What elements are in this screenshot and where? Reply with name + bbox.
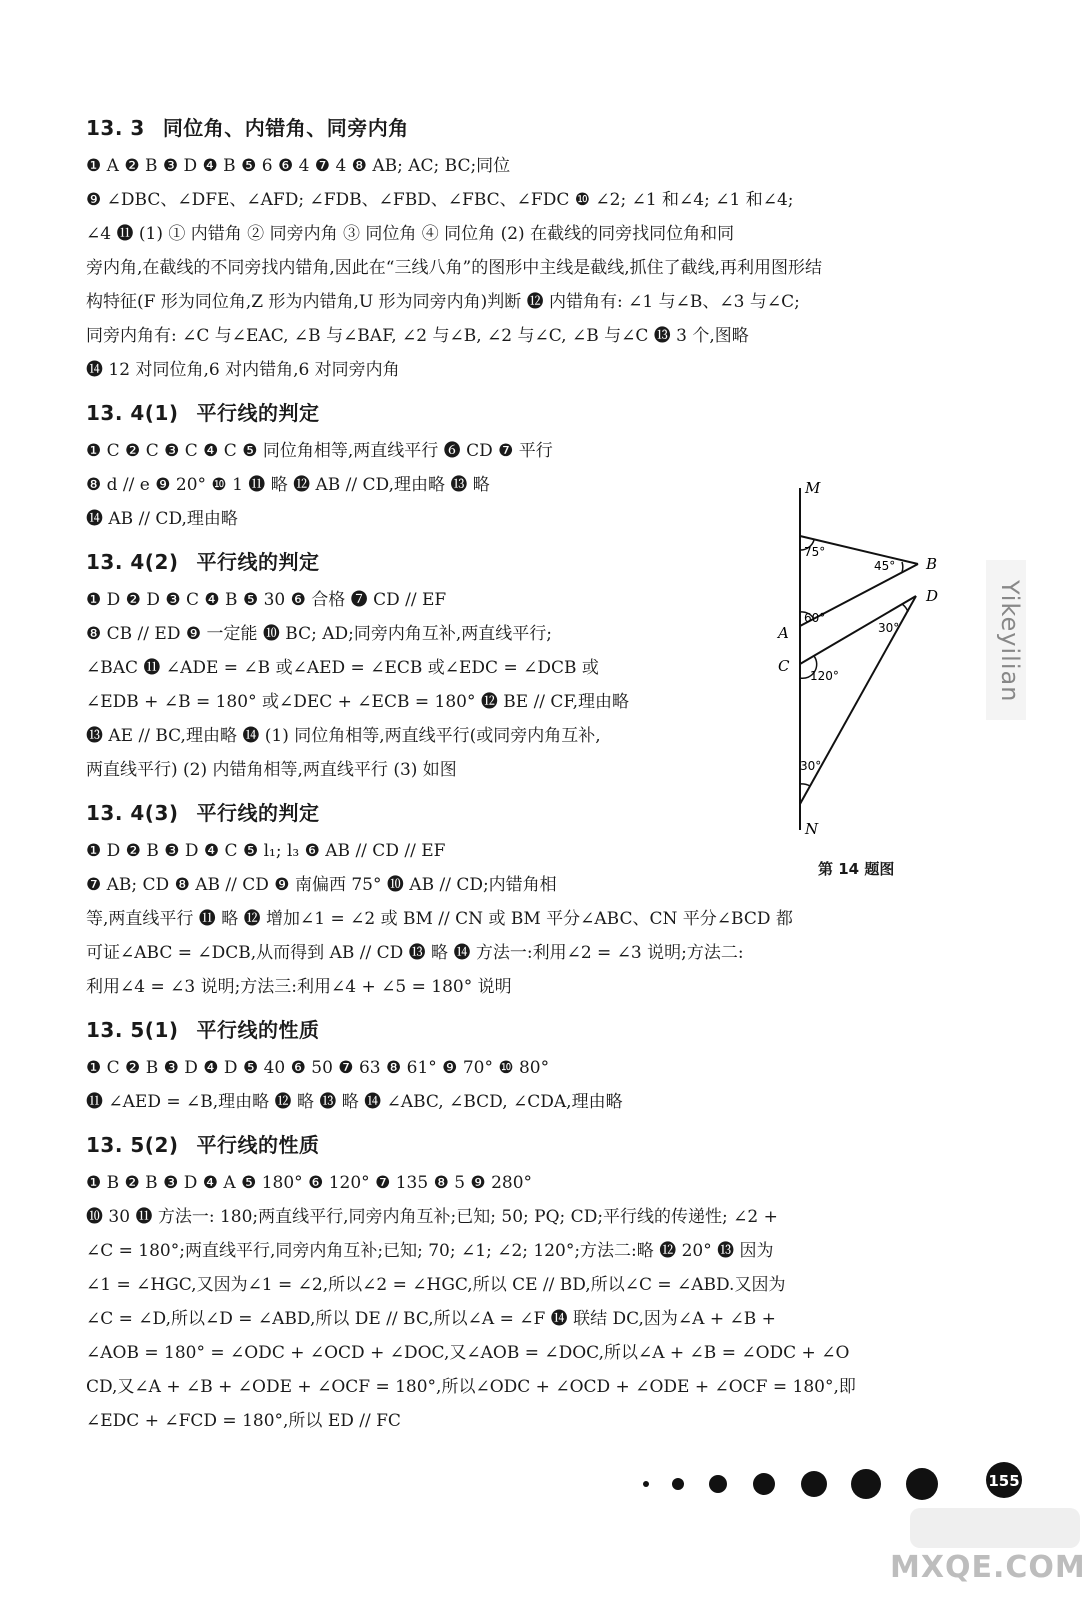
label-n: N [805, 820, 819, 838]
answer-line: ❶ C ❷ B ❸ D ❹ D ❺ 40 ❻ 50 ❼ 63 ❽ 61° ❾ 70° ❿ 80° [86, 1058, 550, 1078]
dot [643, 1481, 649, 1487]
section-13-3 [86, 112, 966, 387]
section-number: 13. 3 [86, 116, 145, 140]
answer-line: ∠EDC + ∠FCD = 180°,所以 ED // FC [86, 1411, 401, 1431]
angle-75-label: 75° [804, 545, 826, 559]
section-title [86, 1129, 966, 1158]
section-number: 13. 4(1) [86, 401, 179, 425]
answer-line: 两直线平行) (2) 内错角相等,两直线平行 (3) 如图 [86, 760, 457, 780]
angle-45-label: 45° [874, 559, 896, 573]
dot [753, 1473, 775, 1495]
answer-line: ❿ 30 ⓫ 方法一: 180;两直线平行,同旁内角互补;已知; 50; PQ; CD;平行线的传递性; ∠2 + [86, 1207, 778, 1227]
section-13-4-2 [86, 546, 776, 787]
answer-line: 同旁内角有: ∠C 与∠EAC, ∠B 与∠BAF, ∠2 与∠B, ∠2 与∠C, ∠B 与∠C ⓭ 3 个,图略 [86, 326, 749, 346]
label-d: D [926, 587, 939, 605]
answer-line: ∠4 ⓫ (1) ① 内错角 ② 同旁内角 ③ 同位角 ④ 同位角 (2) 在截线的同旁找同位角和同 [86, 224, 735, 244]
section-name: 平行线的判定 [196, 550, 320, 574]
dot [851, 1469, 881, 1499]
section-number: 13. 5(2) [86, 1133, 179, 1157]
dot [672, 1478, 684, 1490]
answer-line: 利用∠4 = ∠3 说明;方法三:利用∠4 + ∠5 = 180° 说明 [86, 977, 512, 997]
answer-line: ❾ ∠DBC、∠DFE、∠AFD; ∠FDB、∠FBD、∠FBC、∠FDC ❿ ∠2; ∠1 和∠4; ∠1 和∠4; [86, 190, 794, 210]
section-title [86, 1014, 966, 1043]
answer-line: ⓮ 12 对同位角,6 对内错角,6 对同旁内角 [86, 360, 400, 380]
answer-line: ∠C = ∠D,所以∠D = ∠ABD,所以 DE // BC,所以∠A = ∠F ⓮ 联结 DC,因为∠A + ∠B + [86, 1309, 776, 1329]
section-number: 13. 4(2) [86, 550, 179, 574]
label-a: A [778, 624, 789, 642]
angle-60-label: 60° [804, 611, 826, 625]
section-title [86, 397, 776, 426]
label-b: B [926, 555, 938, 573]
arc-45 [902, 562, 903, 572]
answer-line: ❶ C ❷ C ❸ C ❹ C ❺ 同位角相等,两直线平行 ❻ CD ❼ 平行 [86, 441, 553, 461]
section-title [86, 112, 966, 141]
label-m: M [805, 479, 821, 497]
section-name: 平行线的性质 [196, 1133, 320, 1157]
answer-line: ❶ B ❷ B ❸ D ❹ A ❺ 180° ❻ 120° ❼ 135 ❽ 5 ❾ 280° [86, 1173, 533, 1193]
answer-line: 构特征(F 形为同位角,Z 形为内错角,U 形为同旁内角)判断 ⓬ 内错角有: ∠1 与∠B、∠3 与∠C; [86, 292, 800, 312]
section-13-5-2 [86, 1129, 966, 1438]
answer-line: ∠AOB = 180° = ∠ODC + ∠OCD + ∠DOC,又∠AOB = ∠DOC,所以∠A + ∠B = ∠ODC + ∠O [86, 1343, 850, 1363]
angle-30-bottom-label: 30° [800, 759, 822, 773]
geometry-figure [778, 478, 950, 898]
side-brand-text: Yikeyilian [996, 580, 1024, 703]
section-number: 13. 4(3) [86, 801, 179, 825]
label-c: C [778, 657, 790, 675]
watermark-text: MXQE.COM [890, 1550, 1086, 1585]
answer-line: ❶ D ❷ B ❸ D ❹ C ❺ l₁; l₃ ❻ AB // CD // EF [86, 841, 446, 861]
answer-line: ❶ A ❷ B ❸ D ❹ B ❺ 6 ❻ 4 ❼ 4 ❽ AB; AC; BC;同位 [86, 156, 511, 176]
answer-line: 旁内角,在截线的不同旁找内错角,因此在“三线八角”的图形中主线是截线,抓住了截线,再利用图形结 [86, 258, 822, 278]
section-name: 同位角、内错角、同旁内角 [162, 116, 409, 140]
answer-line: ∠C = 180°;两直线平行,同旁内角互补;已知; 70; ∠1; ∠2; 120°;方法二:略 ⓬ 20° ⓭ 因为 [86, 1241, 774, 1261]
section-13-4-1 [86, 397, 776, 536]
answer-line: ❶ D ❷ D ❸ C ❹ B ❺ 30 ❻ 合格 ❼ CD // EF [86, 590, 447, 610]
arc-30-top [902, 604, 908, 612]
arc-30-bottom [800, 784, 810, 786]
section-title [86, 546, 776, 575]
dot [801, 1471, 827, 1497]
section-name: 平行线的判定 [196, 801, 320, 825]
section-name: 平行线的性质 [196, 1018, 320, 1042]
page-number-badge [980, 1460, 1028, 1500]
answer-line: ⓭ AE // BC,理由略 ⓮ (1) 同位角相等,两直线平行(或同旁内角互补, [86, 726, 601, 746]
angle-120-label: 120° [810, 669, 839, 683]
answer-line: ❼ AB; CD ❽ AB // CD ❾ 南偏西 75° ❿ AB // CD;内错角相 [86, 875, 557, 895]
section-13-5-1 [86, 1014, 966, 1119]
section-number: 13. 5(1) [86, 1018, 179, 1042]
answer-line: 等,两直线平行 ⓫ 略 ⓬ 增加∠1 = ∠2 或 BM // CN 或 BM 平分∠ABC、CN 平分∠BCD 都 [86, 909, 793, 929]
answer-line: ∠EDB + ∠B = 180° 或∠DEC + ∠ECB = 180° ⓬ BE // CF,理由略 [86, 692, 629, 712]
answer-line: ⓫ ∠AED = ∠B,理由略 ⓬ 略 ⓭ 略 ⓮ ∠ABC, ∠BCD, ∠CDA,理由略 [86, 1092, 623, 1112]
dot [709, 1475, 727, 1493]
figure-caption: 第 14 题图 [818, 860, 895, 878]
answer-line: 可证∠ABC = ∠DCB,从而得到 AB // CD ⓭ 略 ⓮ 方法一:利用∠2 = ∠3 说明;方法二: [86, 943, 744, 963]
answer-line: ∠BAC ⓫ ∠ADE = ∠B 或∠AED = ∠ECB 或∠EDC = ∠DCB 或 [86, 658, 599, 678]
answer-line: ∠1 = ∠HGC,又因为∠1 = ∠2,所以∠2 = ∠HGC,所以 CE // BD,所以∠C = ∠ABD.又因为 [86, 1275, 786, 1295]
angle-30-top-label: 30° [878, 621, 900, 635]
answer-line: CD,又∠A + ∠B + ∠ODE + ∠OCF = 180°,所以∠ODC + ∠OCD + ∠ODE + ∠OCF = 180°,即 [86, 1377, 856, 1397]
answer-line: ❽ CB // ED ❾ 一定能 ❿ BC; AD;同旁内角互补,两直线平行; [86, 624, 553, 644]
section-name: 平行线的判定 [196, 401, 320, 425]
dot [906, 1468, 938, 1500]
answer-line: ❽ d // e ❾ 20° ❿ 1 ⓫ 略 ⓬ AB // CD,理由略 ⓭ 略 [86, 475, 490, 495]
page-number: 155 [988, 1472, 1020, 1490]
answer-line: ⓮ AB // CD,理由略 [86, 509, 238, 529]
